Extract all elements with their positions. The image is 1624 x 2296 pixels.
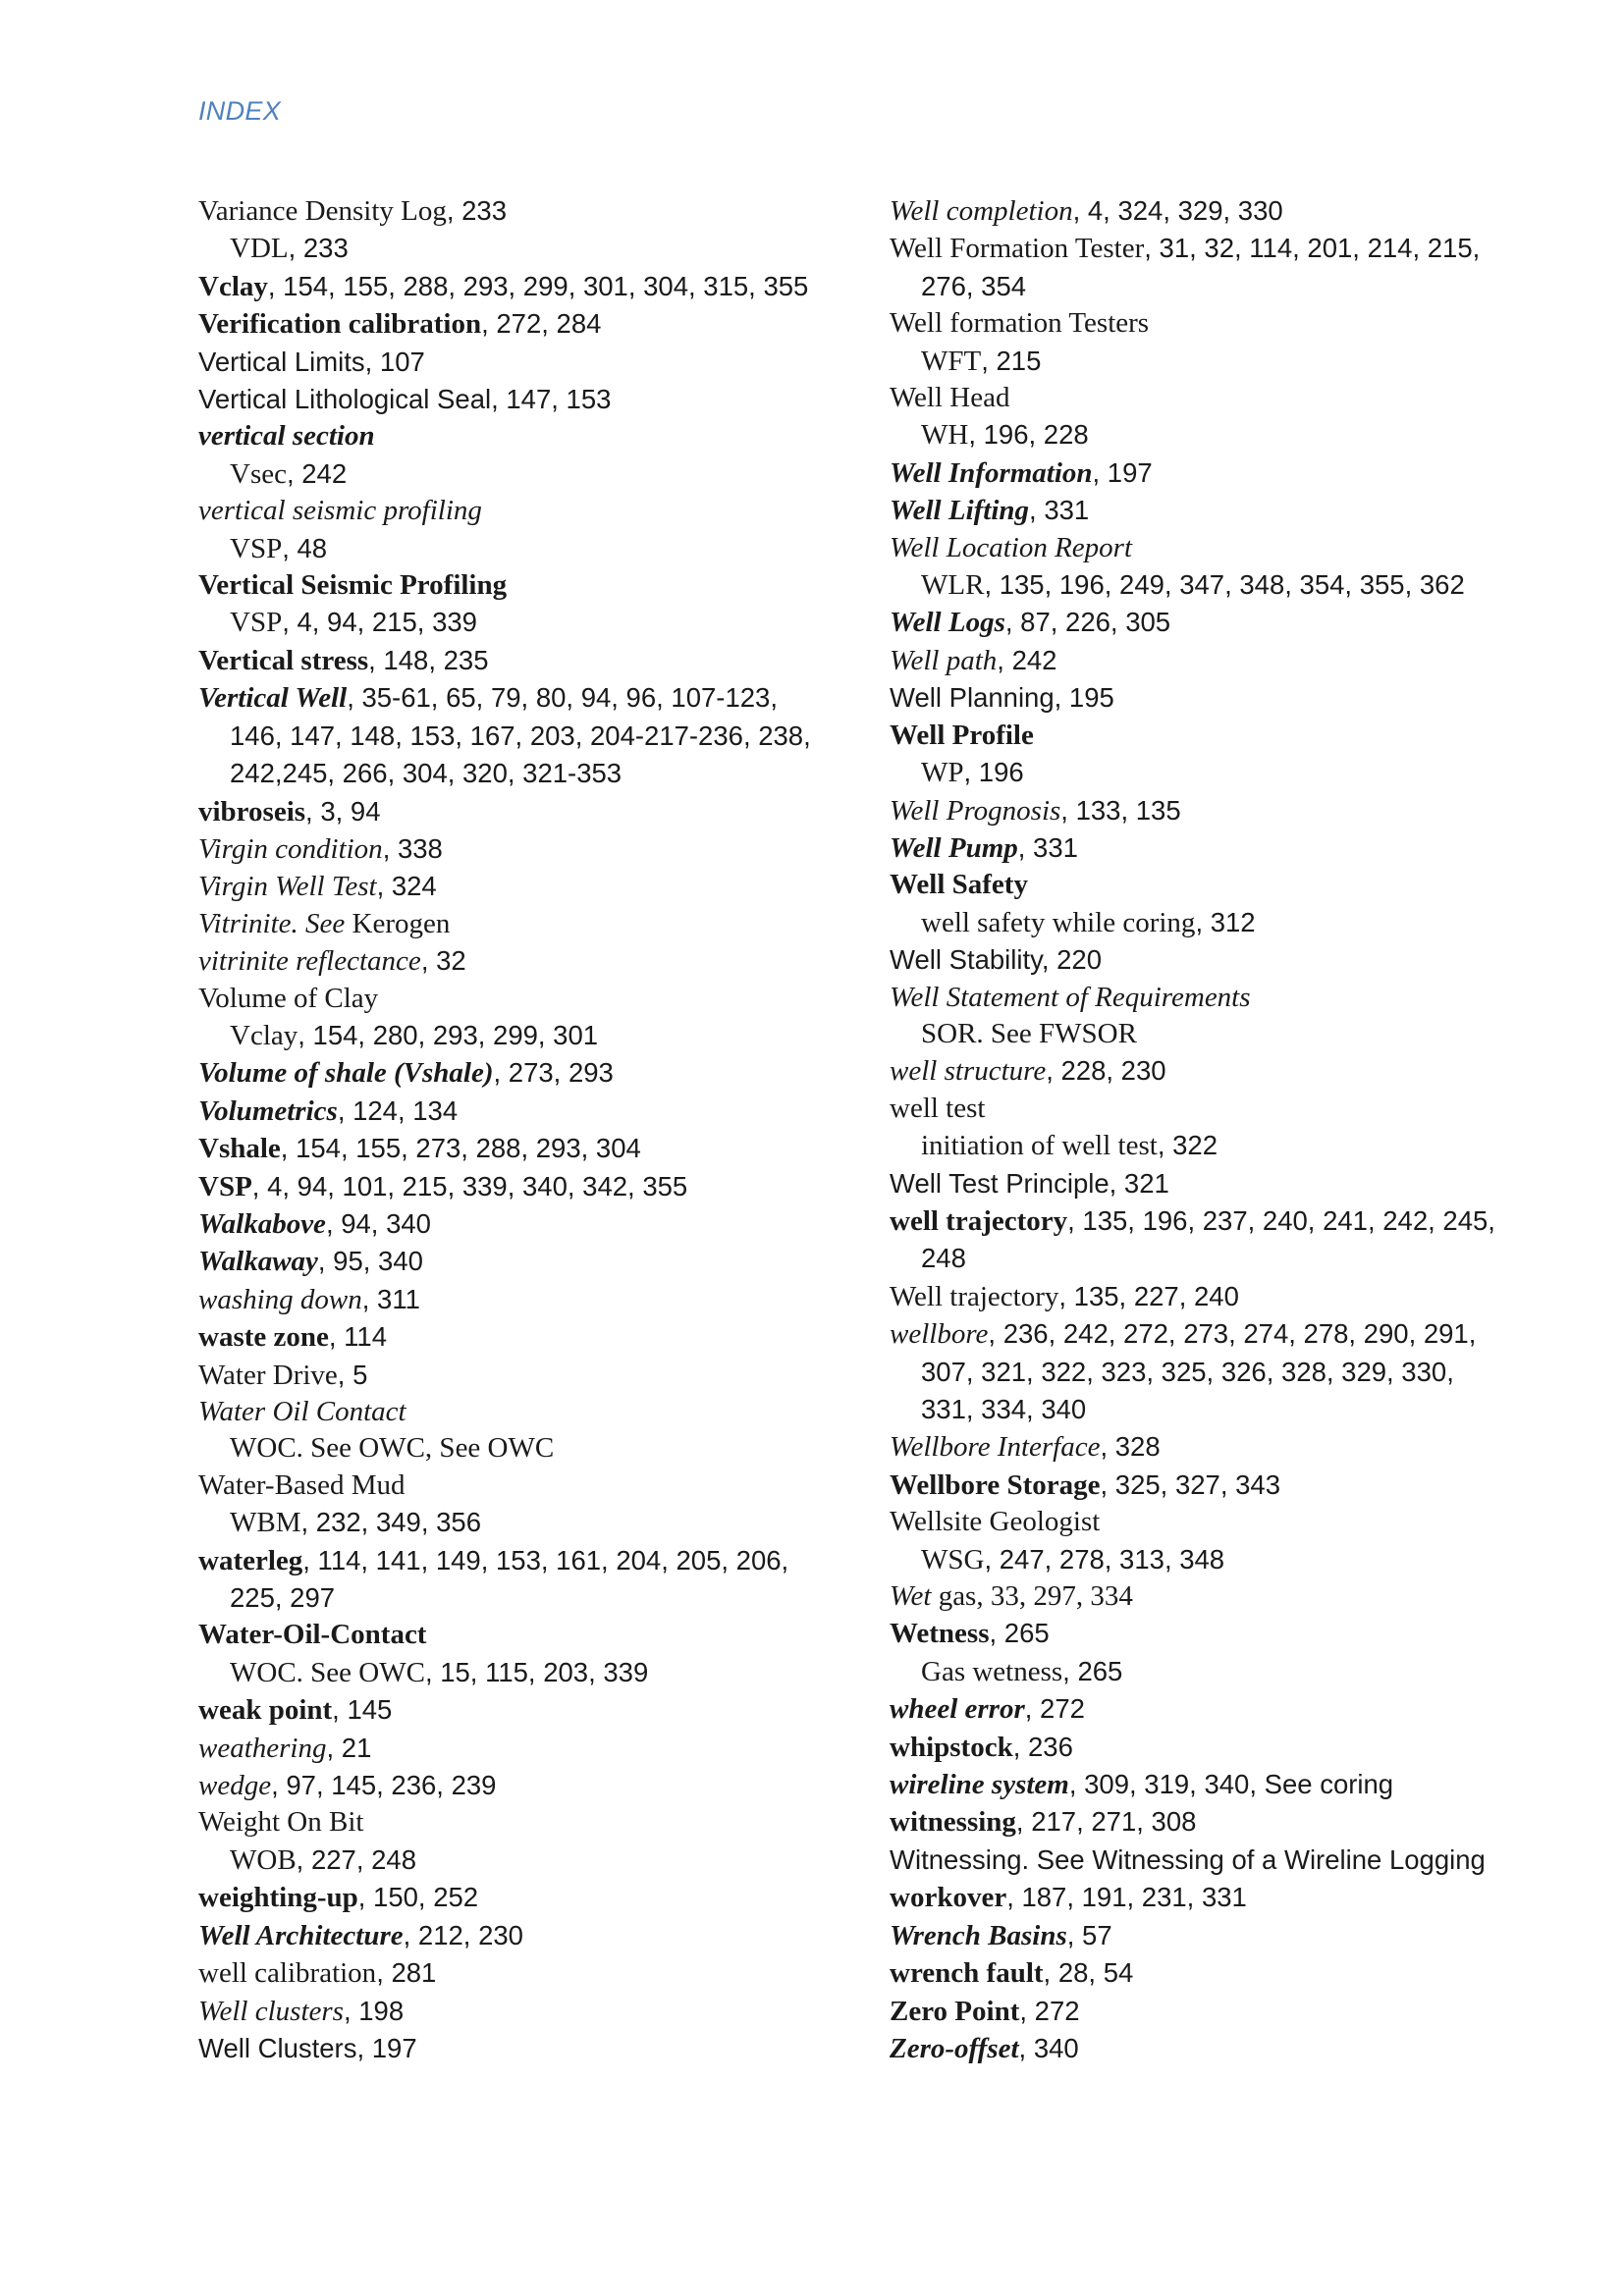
index-page-refs: , 281 [376,1957,437,1989]
index-page-refs: , 309, 319, 340, See coring [1068,1769,1394,1800]
index-subentry [198,1430,827,1467]
index-entry [890,1842,1498,1879]
index-term: well structure [890,1055,1047,1088]
index-entry [890,1578,1498,1615]
index-page-refs: , 247, 278, 313, 348 [984,1543,1225,1575]
index-term: Well Safety [890,869,1028,901]
index-entry [198,1767,827,1804]
index-subentry [198,455,827,493]
index-subentry [198,1654,827,1691]
index-entry [198,2030,827,2067]
index-entry [890,1879,1498,1916]
index-term: Virgin Well Test [198,871,377,903]
index-term: well trajectory [890,1204,1068,1237]
index-entry [890,1278,1498,1315]
index-entry [890,980,1498,1016]
index-subentry [890,1653,1498,1690]
index-term: Well Test Principle, 321 [890,1167,1169,1199]
index-entry [198,1993,827,2030]
index-entry [198,567,827,604]
index-entry [198,418,827,454]
index-page-refs: , 32 [420,945,466,977]
index-entry [198,1468,827,1504]
index-page-refs: , 272 [1019,1995,1080,2026]
index-page-refs: , 215 [981,345,1042,376]
index-term: Well Location Report [890,531,1133,563]
index-entry [890,1615,1498,1652]
index-term: Vitrinite. See [198,907,346,939]
index-term: VSP [230,607,283,639]
index-entry [890,230,1498,305]
index-term: Well trajectory [890,1280,1059,1312]
index-subentry [198,1504,827,1541]
index-page-refs: , 15, 115, 203, 339 [424,1656,649,1687]
index-subentry [890,416,1498,454]
index-term: Well Head [890,382,1010,414]
index-entry [198,1130,827,1167]
index-entry [890,1052,1498,1090]
index-entry [890,1690,1498,1728]
index-term: wheel error [890,1693,1025,1726]
index-entry [198,1243,827,1280]
index-page-refs: , 331 [1017,831,1078,863]
index-page-refs: , 145 [332,1694,393,1726]
index-page-refs: , 135, 227, 240 [1058,1280,1239,1311]
index-term: Variance Density Log [198,195,447,227]
index-term: Vertical Seismic Profiling [198,569,508,602]
index-entry [890,718,1498,754]
index-entry [890,1993,1498,2030]
index-entry [890,1165,1498,1202]
index-term: weak point [198,1694,333,1727]
index-term: Vshale [198,1133,281,1165]
index-term: Zero-offset [890,2032,1019,2064]
index-term: wedge [198,1770,272,1802]
index-page-refs: , 114, 141, 149, 153, 161, 204, 205, 206, 225, 297 [230,1544,789,1614]
index-entry [890,192,1498,230]
index-page-refs: , 114 [328,1321,388,1353]
index-page-refs: , 236, 242, 272, 273, 274, 278, 290, 291, 307, 321, 322, 323, 325, 326, 328, 329, 330, 331, 334, 340 [921,1318,1477,1424]
index-term: WFT [921,345,982,377]
index-term: WLR [921,569,985,602]
index-page-refs: , 233 [446,195,508,226]
index-entry [198,305,827,343]
index-entry [890,1315,1498,1428]
index-term: waterleg [198,1544,303,1576]
index-page-refs: , 331 [1029,495,1090,526]
index-term: initiation of well test [921,1130,1158,1162]
index-page-refs: , 232, 349, 356 [300,1507,481,1538]
index-term: vitrinite reflectance [198,945,421,978]
index-entry [198,1205,827,1243]
index-term: WOC. See OWC [230,1656,425,1688]
index-page-refs: , 87, 226, 305 [1004,607,1171,638]
index-term: Volumetrics [198,1095,338,1127]
index-term: Zero Point [890,1995,1020,2027]
index-page-refs: , 95, 340 [317,1246,423,1277]
index-term: Verification calibration [198,308,482,341]
index-term: well safety while coring [921,906,1196,938]
index-entry [198,1318,827,1356]
index-entry [198,642,827,679]
index-page-refs: , 150, 252 [357,1882,479,1913]
index-term: VSP [230,532,283,564]
index-entry [198,1917,827,1954]
index-entry [198,1054,827,1092]
index-page-refs: , 272 [1024,1693,1085,1725]
index-entry [198,981,827,1017]
index-term: Water-Based Mud [198,1468,406,1501]
index-term: weighting-up [198,1882,358,1914]
index-term: Wellbore Interface [890,1431,1101,1464]
index-entry [198,1281,827,1318]
index-term: Well path [890,644,998,676]
index-page-refs: , 228, 230 [1046,1055,1166,1087]
index-page-refs: , 148, 235 [368,644,489,675]
index-term: Wetness [890,1618,990,1650]
index-term: Walkaway [198,1246,318,1278]
index-term: Well Statement of Requirements [890,981,1251,1013]
index-term: vibroseis [198,795,306,828]
index-page-refs: , 242 [997,644,1057,675]
index-term: Vertical Well [198,682,348,715]
index-term: Vertical Lithological Seal, 147, 153 [198,384,612,415]
index-term: Vclay [230,1019,298,1051]
index-column-left [198,192,827,2067]
index-term: Gas wetness [921,1655,1063,1687]
index-page-refs: , 135, 196, 249, 347, 348, 354, 355, 362 [984,569,1465,601]
index-page-refs: , 233 [288,233,349,264]
index-term: waste zone [198,1321,329,1354]
index-entry [198,1168,827,1205]
index-entry [198,344,827,381]
index-page-refs: , 135, 196, 237, 240, 241, 242, 245, 248 [921,1204,1495,1274]
index-page-refs: gas, 33, 297, 334 [931,1580,1133,1613]
index-entry [198,1691,827,1729]
index-page-refs: , 31, 32, 114, 201, 214, 215, 276, 354 [921,233,1481,301]
index-entry [198,1954,827,1992]
index-page-refs: , 273, 293 [493,1057,614,1089]
index-entry [890,1766,1498,1803]
index-page-refs: , 21 [326,1732,372,1763]
index-page-refs: Kerogen [345,907,451,939]
index-term: Well clusters [198,1995,344,2027]
index-term: Well Pump [890,831,1018,864]
index-term: Water-Oil-Contact [198,1619,427,1651]
index-entry [890,1428,1498,1466]
index-page-refs: , 265 [1062,1655,1123,1686]
index-term: vertical seismic profiling [198,495,482,527]
index-term: Well completion [890,195,1073,227]
index-entry [198,493,827,529]
index-page-refs: , 265 [989,1618,1050,1649]
index-page-refs: , 338 [382,832,443,864]
index-term: vertical section [198,420,375,453]
index-entry [198,1730,827,1767]
index-entry [890,380,1498,416]
page-header: INDEX [198,96,282,126]
index-entry [890,305,1498,342]
index-term: Well Formation Tester [890,233,1145,265]
index-term: WSG [921,1543,985,1575]
index-entry [198,942,827,980]
index-term: witnessing [890,1806,1016,1839]
index-page-refs: , 154, 155, 273, 288, 293, 304 [280,1133,641,1164]
index-entry [890,1954,1498,1992]
index-page-refs: , 124, 134 [337,1095,459,1126]
index-page-refs: , 97, 145, 236, 239 [271,1770,497,1801]
index-term: weathering [198,1732,327,1764]
index-entry [890,2030,1498,2067]
index-term: VSP [198,1170,252,1202]
index-entry [198,830,827,868]
index-term: Water Drive [198,1359,338,1391]
index-entry [890,454,1498,492]
index-term: Wellsite Geologist [890,1506,1101,1538]
index-page-refs: , 196 [963,757,1024,788]
index-term: WP [921,757,964,789]
index-page-refs: , 227, 248 [296,1843,416,1875]
index-page-refs: , 328 [1100,1431,1161,1463]
index-term: Well Architecture [198,1919,404,1951]
index-term: Vsec [230,457,287,490]
index-subentry [198,604,827,641]
index-page-refs: , 4, 324, 329, 330 [1072,195,1283,226]
index-entry [198,1804,827,1841]
index-term: washing down [198,1283,362,1315]
index-subentry [890,1541,1498,1578]
index-entry [890,1803,1498,1841]
index-term: well calibration [198,1957,377,1990]
index-entry [890,1729,1498,1766]
index-subentry [890,1016,1498,1052]
index-page-refs: , 236 [1012,1731,1073,1762]
index-term: workover [890,1882,1007,1914]
index-page-refs: , 154, 280, 293, 299, 301 [298,1019,599,1050]
index-term: Wellbore Storage [890,1468,1101,1501]
index-entry [890,679,1498,717]
index-term: SOR. See FWSOR [921,1017,1137,1049]
index-page-refs: , 154, 155, 288, 293, 299, 301, 304, 315, 355 [267,270,809,301]
index-entry [890,1467,1498,1504]
index-page-refs: , 242 [286,457,348,489]
index-term: Vertical stress [198,644,369,676]
index-page-refs: , 324 [376,871,437,902]
index-entry [198,1542,827,1618]
index-term: Well Profile [890,719,1034,751]
index-term: Walkabove [198,1207,326,1240]
index-entry [890,642,1498,679]
index-entry [198,1617,827,1653]
index-term: Well Prognosis [890,794,1061,827]
index-page-refs: , 133, 135 [1060,794,1181,826]
index-term: wrench fault [890,1957,1044,1990]
index-entry [198,268,827,305]
index-entry [198,679,827,792]
index-term: Well Stability, 220 [890,944,1103,976]
index-entry [890,530,1498,566]
index-term: Witnessing. See Witnessing of a Wireline Logging [890,1843,1486,1875]
index-entry [198,868,827,905]
index-page-refs: , 28, 54 [1043,1957,1134,1989]
index-entry [890,604,1498,641]
index-subentry [890,343,1498,380]
index-page-refs: , 340 [1018,2032,1079,2063]
index-subentry [890,1127,1498,1164]
index-page-refs: , 272, 284 [481,308,602,340]
index-entry [890,1091,1498,1127]
index-term: WOC. See OWC, See OWC [230,1432,555,1465]
index-entry [890,1202,1498,1278]
index-term: Well Planning, 195 [890,682,1114,714]
index-entry [890,1504,1498,1540]
index-term: Volume of Clay [198,982,379,1014]
index-term: WBM [230,1507,301,1539]
index-term: wireline system [890,1769,1069,1801]
index-term: Wrench Basins [890,1919,1067,1951]
index-entry [198,906,827,942]
index-subentry [198,530,827,567]
index-term: well test [890,1092,986,1124]
index-page-refs: , 325, 327, 343 [1100,1468,1281,1500]
index-column-right [890,192,1498,2067]
index-entry [198,381,827,418]
index-term: Vclay [198,270,268,302]
index-term: Water Oil Contact [198,1396,406,1427]
index-entry [890,829,1498,867]
index-term: whipstock [890,1731,1013,1763]
index-page-refs: , 187, 191, 231, 331 [1006,1882,1247,1913]
index-entry [890,1917,1498,1954]
index-term: Vertical Limits, 107 [198,346,425,377]
index-page-refs: , 5 [337,1359,368,1390]
index-page-refs: , 3, 94 [305,795,381,827]
index-page-refs: , 94, 340 [325,1207,431,1239]
index-page-refs: , 212, 230 [403,1919,523,1950]
index-entry [890,492,1498,529]
index-page-refs: , 35-61, 65, 79, 80, 94, 96, 107-123, 146, 147, 148, 153, 167, 203, 204-217-236, 238, 242,245, 266, 304, 320, 321-353 [230,682,811,789]
index-subentry [198,1842,827,1879]
index-term: WOB [230,1843,297,1876]
index-term: WH [921,419,969,452]
index-subentry [890,904,1498,941]
index-term: Weight On Bit [198,1806,364,1839]
index-page-refs: , 217, 271, 308 [1015,1806,1197,1838]
index-term: Volume of shale (Vshale) [198,1057,494,1090]
index-page-refs: , 197 [1092,456,1153,488]
index-term: Virgin condition [198,832,383,865]
index-term: Well formation Testers [890,307,1150,340]
index-page-refs: , 57 [1066,1919,1112,1950]
index-subentry [890,754,1498,791]
index-subentry [890,566,1498,604]
index-entry [198,1879,827,1916]
index-page-refs: , 322 [1157,1130,1218,1161]
index-page-refs: , 312 [1195,906,1256,937]
index-entry [890,792,1498,829]
index-entry [198,1357,827,1394]
index-term: Well Lifting [890,495,1030,527]
index-term: Wet [890,1580,932,1613]
index-entry [198,793,827,830]
index-term: Well Logs [890,607,1005,639]
index-entry [198,192,827,230]
index-page-refs: , 4, 94, 101, 215, 339, 340, 342, 355 [251,1170,688,1201]
index-subentry [198,230,827,267]
index-page-refs: , 198 [343,1995,405,2026]
index-entry [198,1093,827,1130]
index-term: Well Clusters, 197 [198,2032,417,2063]
index-entry [198,1394,827,1430]
index-term: VDL [230,233,289,265]
index-entry [890,867,1498,903]
index-term: wellbore [890,1318,989,1351]
index-subentry [198,1017,827,1054]
index-entry [890,941,1498,979]
index-page-refs: , 311 [361,1283,420,1314]
index-page-refs: , 48 [282,532,328,563]
index-page-refs: , 196, 228 [968,419,1089,451]
index-term: Well Information [890,456,1093,489]
index-page-refs: , 4, 94, 215, 339 [282,607,477,638]
